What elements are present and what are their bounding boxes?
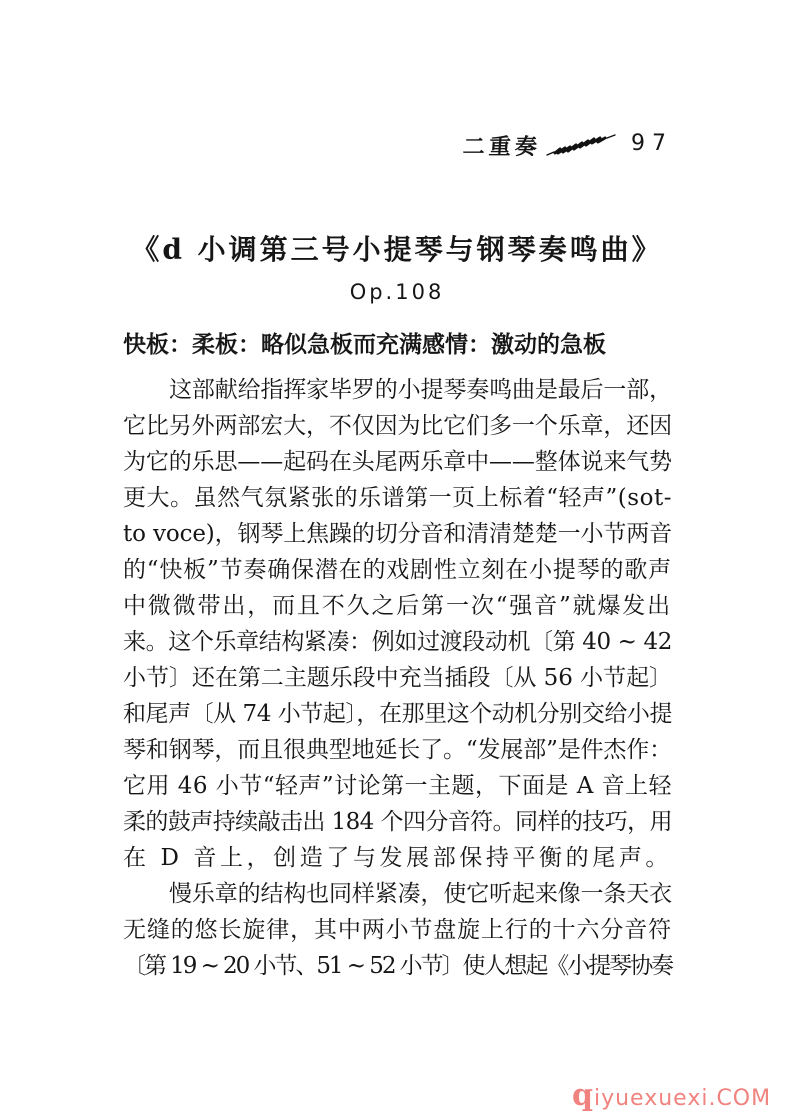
text-line: 这部献给指挥家毕罗的小提琴奏鸣曲是最后一部， <box>169 377 673 403</box>
text-line: 更大。虽然气氛紧张的乐谱第一页上标着“轻声”(sot- <box>123 485 672 511</box>
body-text <box>123 372 672 984</box>
text-line: 小节〕还在第二主题乐段中充当插段〔从 56 小节起〕 <box>123 665 672 691</box>
running-header-section-title: 二重奏 <box>461 135 542 160</box>
text-line: 它比另外两部宏大，不仅因为比它们多一个乐章，还因 <box>123 413 672 439</box>
opus-number: Op.108 <box>349 280 445 304</box>
text-line: 在 D 音上，创造了与发展部保持平衡的尾声。 <box>123 845 672 871</box>
work-title: 《d 小调第三号小提琴与钢琴奏鸣曲》 <box>131 233 663 266</box>
text-line: to voce)，钢琴上焦躁的切分音和清清楚楚一小节两音 <box>123 521 672 547</box>
text-line: 它用 46 小节“轻声”讨论第一主题，下面是 A 音上轻 <box>123 773 672 799</box>
page-number: 97 <box>631 131 673 156</box>
text-line: 柔的鼓声持续敲击出 184 个四分音符。同样的技巧，用 <box>123 809 672 835</box>
text-line: 的“快板”节奏确保潜在的戏剧性立刻在小提琴的歌声 <box>123 557 672 583</box>
site-watermark: qiyuexuexi.COM <box>572 1078 772 1113</box>
movements-heading: 快板：柔板：略似急板而充满感情：激动的急板 <box>123 332 606 358</box>
text-line: 中微微带出，而且不久之后第一次“强音”就爆发出 <box>123 593 672 619</box>
text-line: 来。这个乐章结构紧凑：例如过渡段动机〔第 40 ~ 42 <box>123 629 672 655</box>
text-line: 无缝的悠长旋律，其中两小节盘旋上行的十六分音符 <box>123 917 672 943</box>
text-line: 琴和钢琴，而且很典型地延长了。“发展部”是件杰作： <box>123 737 672 763</box>
text-line: 和尾声〔从 74 小节起〕，在那里这个动机分别交给小提 <box>123 701 672 727</box>
pen-flourish-icon <box>543 126 619 160</box>
text-line: 慢乐章的结构也同样紧凑，使它听起来像一条天衣 <box>169 881 673 907</box>
text-line: 为它的乐思——起码在头尾两乐章中——整体说来气势 <box>123 449 672 475</box>
text-line: 〔第 19 ~ 20 小节、51 ~ 52 小节〕使人想起《小提琴协奏 <box>123 953 672 979</box>
